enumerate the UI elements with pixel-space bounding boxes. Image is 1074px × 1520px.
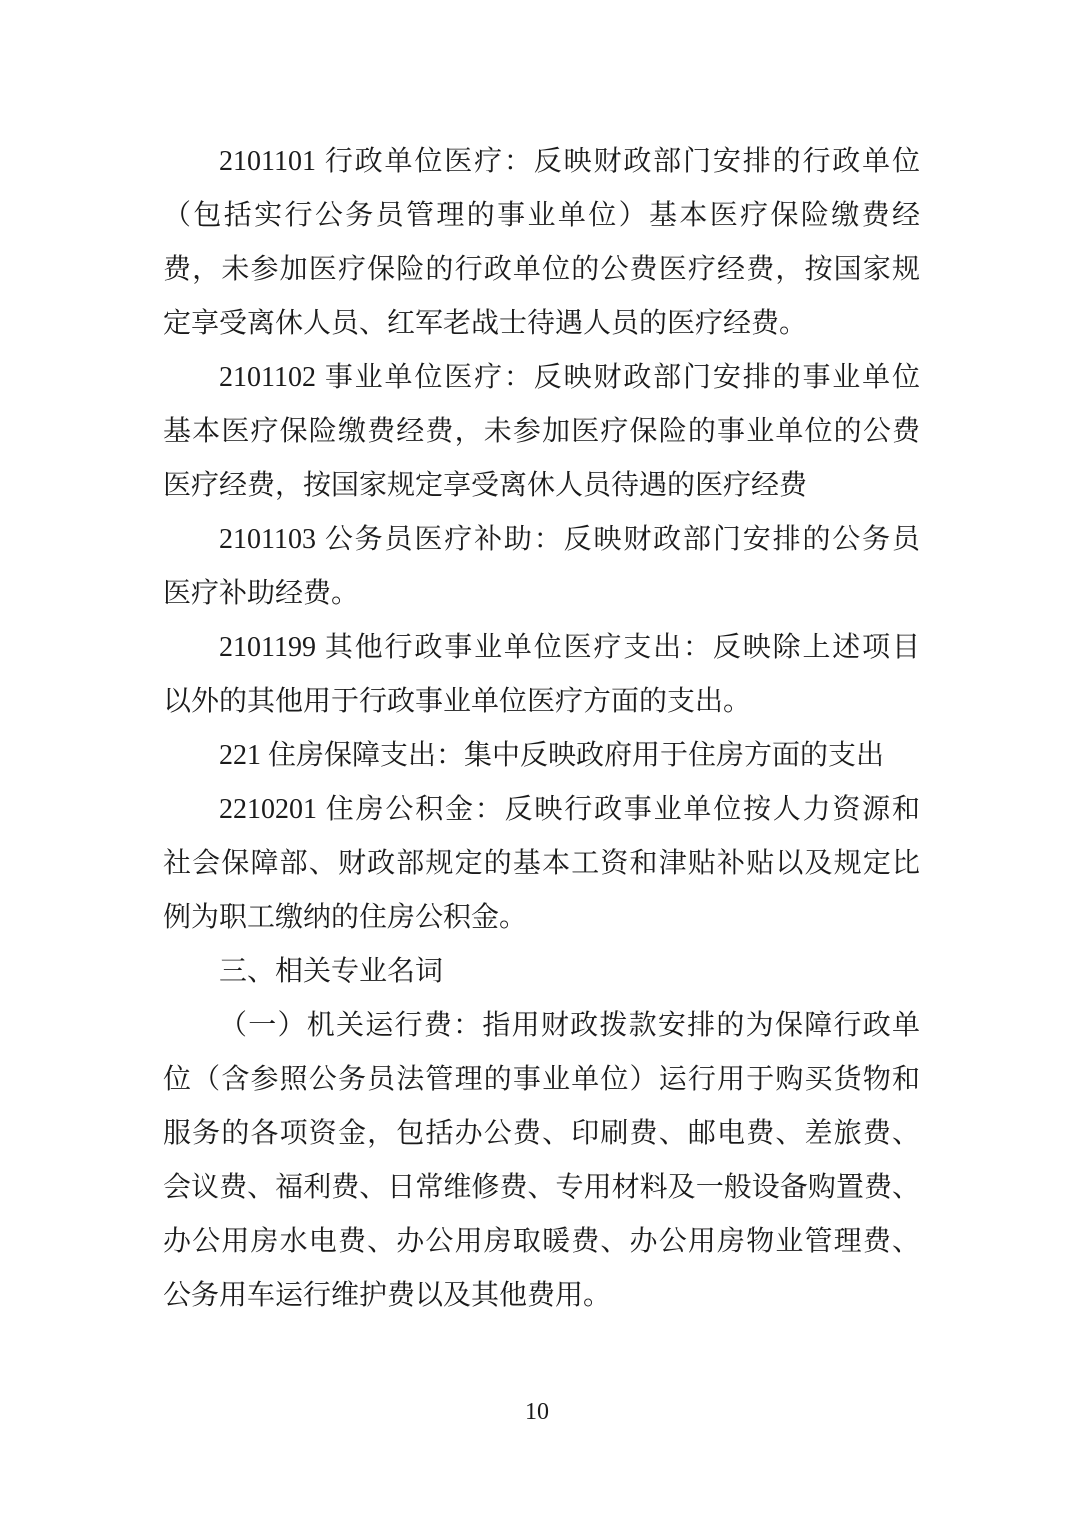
text-line: 2101199 其他行政事业单位医疗支出：反映除上述项目 xyxy=(219,632,920,663)
text-line: 会议费、福利费、日常维修费、专用材料及一般设备购置费、 xyxy=(163,1172,920,1203)
text-line: 医疗经费，按国家规定享受离休人员待遇的医疗经费 xyxy=(163,470,808,501)
text-line: 例为职工缴纳的住房公积金。 xyxy=(163,902,528,933)
text-line: 医疗补助经费。 xyxy=(163,578,360,609)
paragraph-2101101-admin-unit-medical xyxy=(163,135,920,351)
text-line: 以外的其他用于行政事业单位医疗方面的支出。 xyxy=(163,686,752,717)
paragraph-agency-operation-fee xyxy=(163,999,920,1323)
text-line: 2210201 住房公积金：反映行政事业单位按人力资源和 xyxy=(219,794,920,825)
text-block xyxy=(163,135,920,1323)
paragraph-2210201-housing-fund xyxy=(163,783,920,945)
paragraph-2101199-other-medical-expense xyxy=(163,621,920,729)
text-line: 费，未参加医疗保险的行政单位的公费医疗经费，按国家规 xyxy=(163,254,920,285)
heading-section-3-related-terms xyxy=(163,945,920,999)
text-line: 2101103 公务员医疗补助：反映财政部门安排的公务员 xyxy=(219,524,920,555)
page-number: 10 xyxy=(525,1399,549,1425)
text-line: 2101101 行政单位医疗：反映财政部门安排的行政单位 xyxy=(219,146,920,177)
text-line: （包括实行公务员管理的事业单位）基本医疗保险缴费经 xyxy=(163,200,920,231)
text-line: 221 住房保障支出：集中反映政府用于住房方面的支出 xyxy=(219,740,885,771)
text-line: 服务的各项资金，包括办公费、印刷费、邮电费、差旅费、 xyxy=(163,1118,920,1149)
text-line: 2101102 事业单位医疗：反映财政部门安排的事业单位 xyxy=(219,362,920,393)
paragraph-2101103-civil-servant-medical-subsidy xyxy=(163,513,920,621)
paragraph-221-housing-support xyxy=(163,729,920,783)
text-line: 社会保障部、财政部规定的基本工资和津贴补贴以及规定比 xyxy=(163,848,920,879)
section-heading: 三、相关专业名词 xyxy=(219,956,444,987)
text-line: 基本医疗保险缴费经费，未参加医疗保险的事业单位的公费 xyxy=(163,416,920,447)
text-line: 公务用车运行维护费以及其他费用。 xyxy=(163,1280,612,1311)
text-line: （一）机关运行费：指用财政拨款安排的为保障行政单 xyxy=(219,1010,920,1041)
text-line: 定享受离休人员、红军老战士待遇人员的医疗经费。 xyxy=(163,308,808,339)
paragraph-2101102-institution-medical xyxy=(163,351,920,513)
text-line: 办公用房水电费、办公用房取暖费、办公用房物业管理费、 xyxy=(163,1226,920,1257)
text-line: 位（含参照公务员法管理的事业单位）运行用于购买货物和 xyxy=(163,1064,920,1095)
